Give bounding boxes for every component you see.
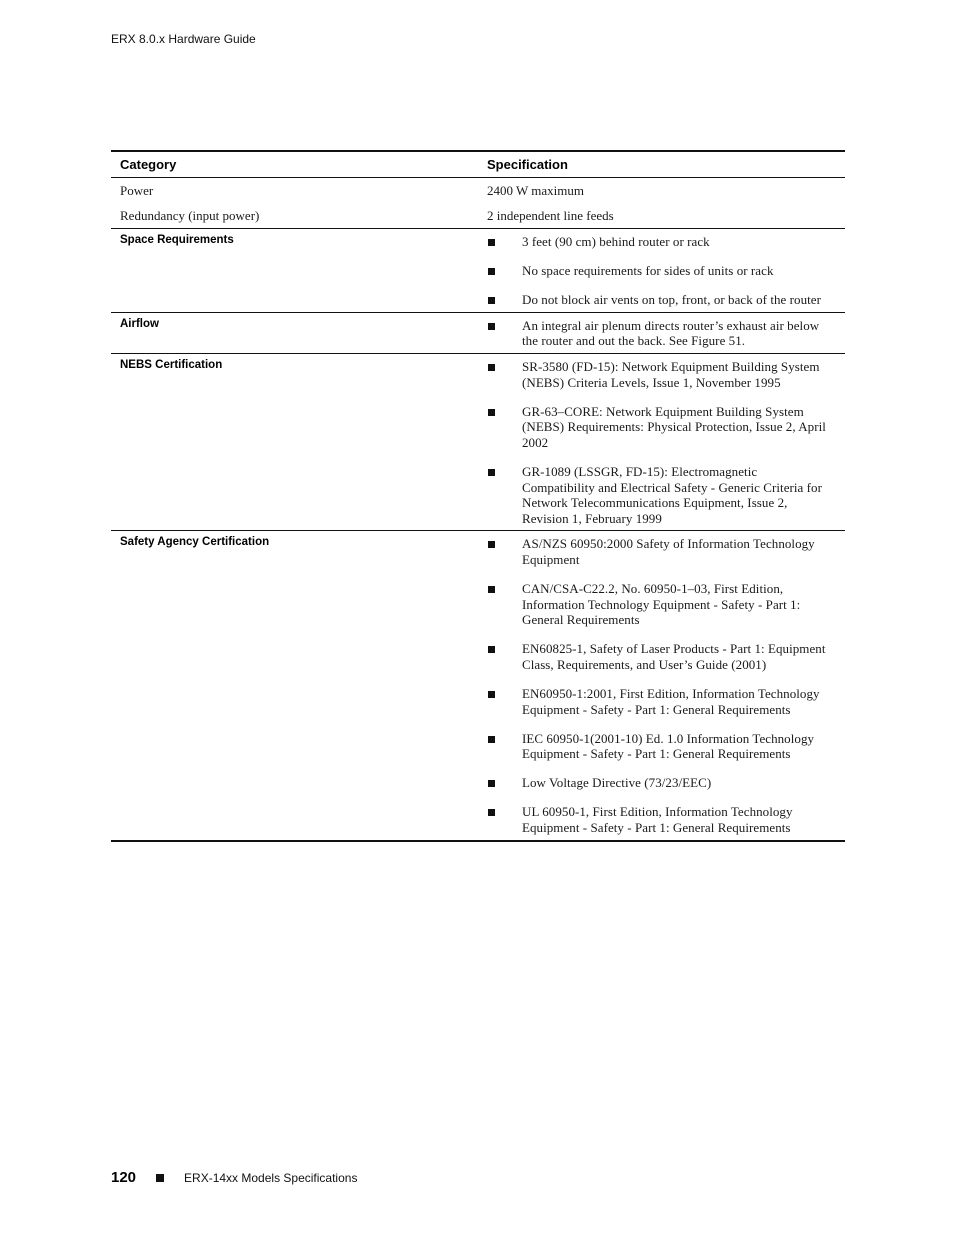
row-category: Space Requirements bbox=[120, 234, 234, 246]
list-item-text: GR-1089 (LSSGR, FD-15): Electromagnetic Compatibility and Electrical Safety - Generic Criteria for Network Telecommunications Equipment, Issue 2, Revision 1, February 1999 bbox=[522, 463, 822, 526]
square-bullet-icon bbox=[488, 469, 495, 476]
list-item bbox=[487, 318, 831, 349]
list-item bbox=[487, 581, 831, 628]
list-item-text: No space requirements for sides of units or rack bbox=[522, 263, 774, 279]
list-item bbox=[487, 234, 831, 250]
square-bullet-icon bbox=[488, 691, 495, 698]
square-bullet-icon bbox=[488, 586, 495, 593]
list-item bbox=[487, 536, 831, 567]
list-item-text: UL 60950-1, First Edition, Information Technology Equipment - Safety - Part 1: General Requirements bbox=[522, 804, 793, 836]
list-item-text: GR-63–CORE: Network Equipment Building System (NEBS) Requirements: Physical Protection, Issue 2, April 2002 bbox=[522, 403, 826, 450]
list-item bbox=[487, 731, 831, 762]
list-item bbox=[487, 263, 831, 279]
list-item-text: EN60950-1:2001, First Edition, Information Technology Equipment - Safety - Part 1: General Requirements bbox=[522, 685, 820, 717]
row-category: Power bbox=[120, 183, 154, 198]
square-bullet-icon bbox=[488, 409, 495, 416]
table-row-redundancy bbox=[111, 203, 845, 228]
list-item bbox=[487, 404, 831, 451]
list-item bbox=[487, 775, 831, 791]
page-number: 120 bbox=[111, 1169, 137, 1186]
list-item-text: SR-3580 (FD-15): Network Equipment Building System (NEBS) Criteria Levels, Issue 1, November 1995 bbox=[522, 358, 820, 390]
table-row-airflow bbox=[111, 312, 845, 353]
square-bullet-icon bbox=[488, 239, 495, 246]
row-category: NEBS Certification bbox=[120, 358, 223, 371]
table-header-row bbox=[111, 152, 845, 178]
specifications-table bbox=[111, 150, 845, 842]
page-footer bbox=[111, 1169, 357, 1186]
square-bullet-icon bbox=[488, 364, 495, 371]
table-row-power bbox=[111, 178, 845, 203]
square-bullet-icon bbox=[488, 268, 495, 275]
square-bullet-icon bbox=[488, 297, 495, 304]
list-item-text: 3 feet (90 cm) behind router or rack bbox=[522, 234, 710, 249]
running-header: ERX 8.0.x Hardware Guide bbox=[111, 32, 256, 46]
list-item-text: IEC 60950-1(2001-10) Ed. 1.0 Information Technology Equipment - Safety - Part 1: General Requirements bbox=[522, 730, 815, 762]
square-bullet-icon bbox=[488, 541, 495, 548]
spec-list bbox=[487, 313, 831, 353]
spec-list bbox=[487, 354, 831, 530]
row-category: Redundancy (input power) bbox=[120, 208, 260, 223]
list-item-text: CAN/CSA-C22.2, No. 60950-1–03, First Edition, Information Technology Equipment - Safety - Part 1: General Requirements bbox=[522, 581, 801, 628]
row-category: Safety Agency Certification bbox=[120, 536, 270, 549]
square-bullet-icon bbox=[488, 780, 495, 787]
square-bullet-icon bbox=[488, 736, 495, 743]
row-specification: 2 independent line feeds bbox=[487, 208, 614, 223]
list-item bbox=[487, 686, 831, 717]
list-item bbox=[487, 641, 831, 672]
row-specification: 2400 W maximum bbox=[487, 183, 585, 198]
list-item-text: Low Voltage Directive (73/23/EEC) bbox=[522, 775, 712, 791]
square-bullet-icon bbox=[488, 809, 495, 816]
table-row-safety-agency-certification bbox=[111, 530, 845, 839]
column-header-category: Category bbox=[120, 157, 177, 172]
footer-section-title: ERX-14xx Models Specifications bbox=[184, 1170, 358, 1185]
table-row-nebs-certification bbox=[111, 353, 845, 530]
list-item bbox=[487, 464, 831, 526]
list-item bbox=[487, 292, 831, 308]
list-item-text: Do not block air vents on top, front, or back of the router bbox=[522, 292, 821, 308]
list-item bbox=[487, 359, 831, 390]
spec-list bbox=[487, 229, 831, 312]
spec-list bbox=[487, 531, 831, 839]
row-category: Airflow bbox=[120, 317, 159, 330]
list-item-text: EN60825-1, Safety of Laser Products - Part 1: Equipment Class, Requirements, and User’s Guide (2001) bbox=[522, 641, 826, 672]
list-item-text: An integral air plenum directs router’s exhaust air below the router and out the back. See Figure 51. bbox=[522, 317, 820, 349]
list-item bbox=[487, 804, 831, 835]
square-bullet-icon bbox=[156, 1174, 164, 1182]
column-header-specification: Specification bbox=[487, 157, 568, 172]
square-bullet-icon bbox=[488, 323, 495, 330]
table-row-space-requirements bbox=[111, 228, 845, 312]
list-item-text: AS/NZS 60950:2000 Safety of Information Technology Equipment bbox=[522, 536, 815, 567]
square-bullet-icon bbox=[488, 646, 495, 653]
